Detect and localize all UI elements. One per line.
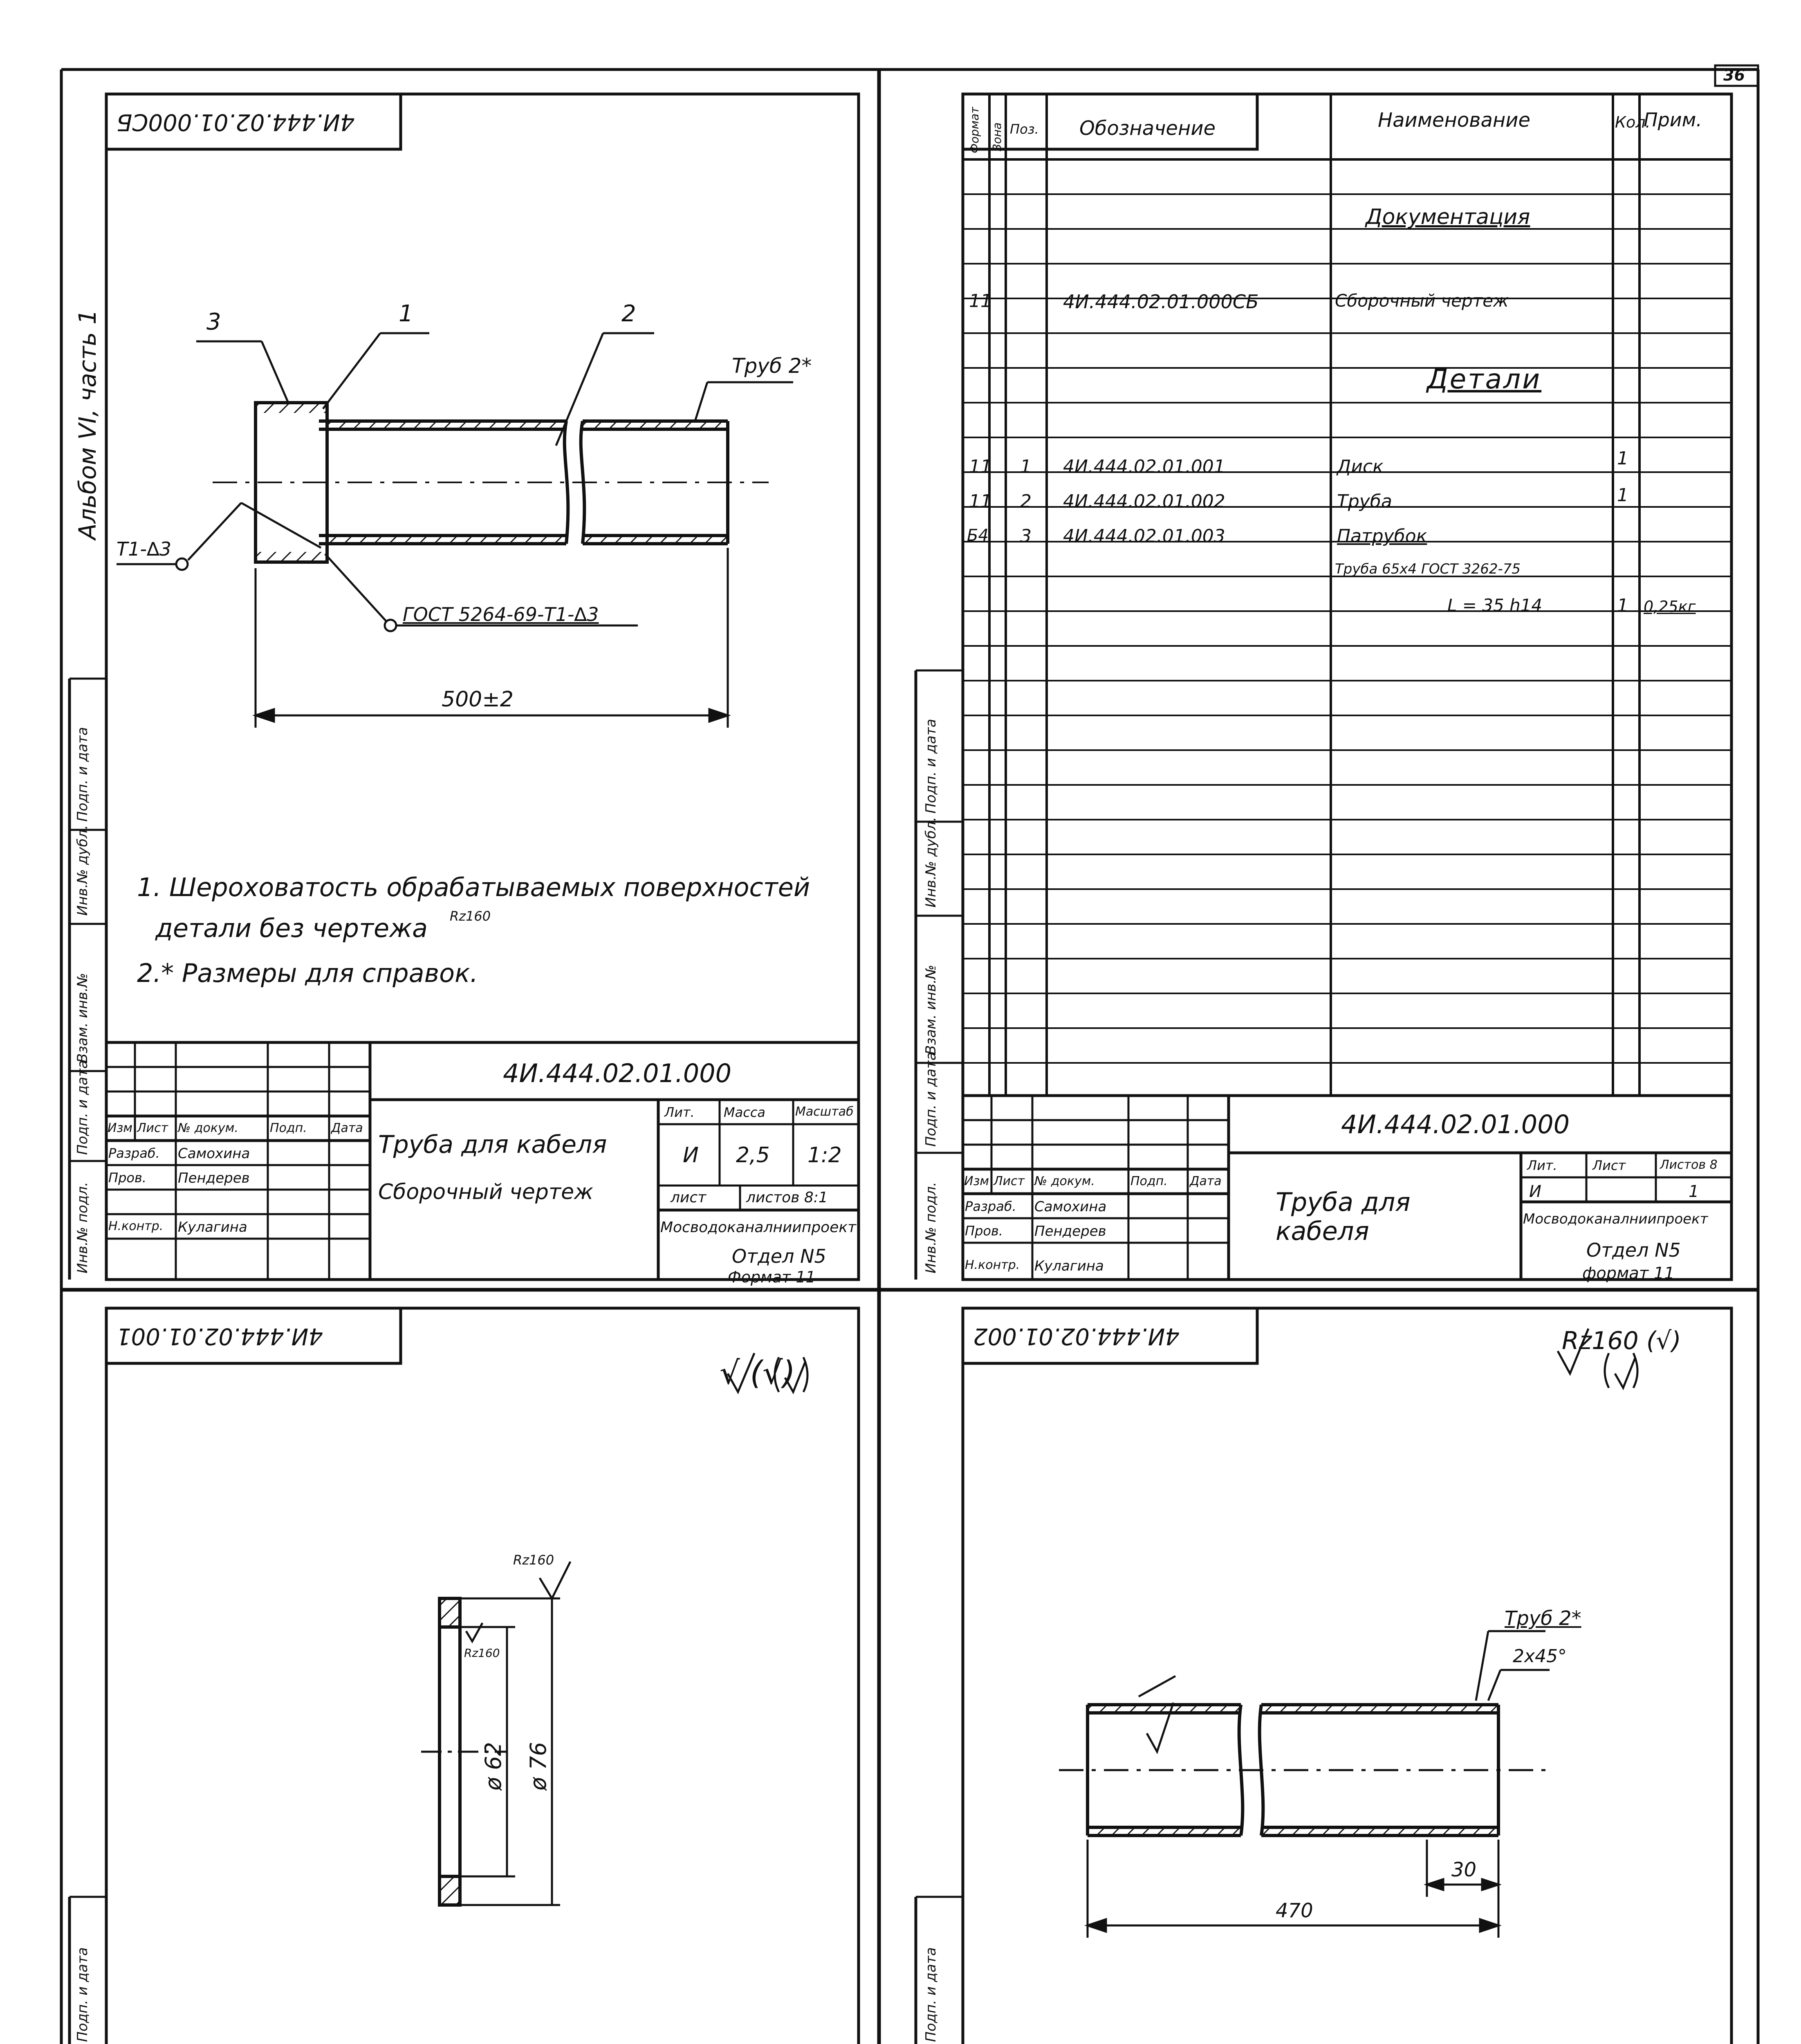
balloon-3: 3 xyxy=(206,309,221,335)
assembly-sheets: листов 8:1 xyxy=(746,1189,828,1206)
pipe-dim-30: 30 xyxy=(1451,1858,1477,1881)
spec-hdr-sheets: Листов 8 xyxy=(1660,1158,1718,1172)
spec-row-2-qty: 1 xyxy=(1617,485,1628,506)
disk-code-upside: 4И.444.02.01.001 xyxy=(117,1323,323,1349)
spec-hdr-izm: Изм xyxy=(964,1174,989,1188)
page-number: 36 xyxy=(1723,66,1745,84)
assembly-hdr-scale: Масштаб xyxy=(795,1105,854,1119)
spec-row-5-name: L = 35 h14 xyxy=(1447,595,1543,615)
assembly-title-1: Труба для кабеля xyxy=(378,1130,607,1159)
assembly-hdr-doc: № докум. xyxy=(178,1121,238,1135)
pipe-dim-470: 470 xyxy=(1276,1899,1313,1922)
assembly-hdr-date: Дата xyxy=(331,1121,363,1135)
spec-hdr-sign: Подп. xyxy=(1130,1174,1168,1188)
spec-row-1-pos: 1 xyxy=(1020,456,1032,477)
stamp-podp-data-3b: Подп. и дата xyxy=(74,1947,91,2042)
assembly-role-prov: Пров. xyxy=(108,1170,146,1186)
spec-row-0-fmt: 11 xyxy=(969,291,992,312)
spec-format: формат 11 xyxy=(1582,1264,1675,1283)
spec-hdr-sheet: Лист xyxy=(1592,1158,1626,1173)
spec-row-2-name: Труба xyxy=(1337,491,1392,512)
pipe-code-upside: 4И.444.02.01.002 xyxy=(973,1323,1180,1349)
disk-roughness-main: √ (√) xyxy=(720,1355,796,1392)
disk-roughness-1: Rz160 xyxy=(513,1552,554,1568)
spec-row-4-name: Труба 65х4 ГОСТ 3262-75 xyxy=(1335,561,1521,577)
weld-label-left: Т1-∆3 xyxy=(117,538,172,560)
stamp-inv-podl-2: Инв.№ подл. xyxy=(923,1182,939,1273)
spec-hdr-doc: № докум. xyxy=(1034,1174,1095,1188)
balloon-2: 2 xyxy=(621,300,636,327)
spec-hdr-lit: Лит. xyxy=(1527,1158,1557,1173)
spec-row-1-code[interactable]: 4И.444.02.01.001 xyxy=(1063,456,1225,477)
spec-hdr-pos: Поз. xyxy=(1010,121,1039,137)
stamp-inv-dubl-2: Инв.№ дубл. xyxy=(923,817,939,908)
spec-org-1: Мосводоканалниипроект xyxy=(1523,1211,1708,1227)
spec-row-2-code[interactable]: 4И.444.02.01.002 xyxy=(1063,491,1225,512)
spec-role-nkontr: Н.контр. xyxy=(965,1258,1020,1272)
pipe-chamfer: 2x45° xyxy=(1513,1646,1567,1667)
spec-row-3-code[interactable]: 4И.444.02.01.003 xyxy=(1063,526,1225,547)
assembly-lit: И xyxy=(683,1143,699,1168)
spec-sheet-no: 1 xyxy=(1689,1182,1699,1201)
spec-org-2: Отдел N5 xyxy=(1586,1239,1681,1261)
stamp-podp-data-2: Подп. и дата xyxy=(923,1052,939,1147)
stamp-podp-data-4b: Подп. и дата xyxy=(923,1947,939,2042)
assembly-hdr-mass: Масса xyxy=(724,1105,766,1120)
spec-lit: И xyxy=(1529,1182,1541,1201)
assembly-code-upside: 4И.444.02.01.000СБ xyxy=(117,109,355,135)
assembly-role-razrab: Разраб. xyxy=(108,1145,160,1161)
stamp-inv-dubl-1: Инв.№ дубл. xyxy=(74,825,91,916)
spec-row-2-pos: 2 xyxy=(1020,491,1032,512)
spec-section-docs: Документация xyxy=(1366,205,1530,229)
pipe-note: Труб 2* xyxy=(1505,1607,1581,1630)
spec-title: Труба для кабеля xyxy=(1276,1187,1411,1246)
spec-role-razrab: Разраб. xyxy=(965,1199,1016,1214)
spec-hdr-format: Формат xyxy=(968,107,981,153)
balloon-1: 1 xyxy=(399,300,413,327)
stamp-vzam-inv-2: Взам. инв.№ xyxy=(923,964,939,1055)
assembly-note-1a: 1. Шероховатость обрабатываемых поверхностей xyxy=(137,872,810,902)
spec-row-3-pos: 3 xyxy=(1020,526,1032,547)
disk-roughness-2: Rz160 xyxy=(464,1646,500,1660)
weld-gost-label: ГОСТ 5264-69-Т1-∆3 xyxy=(403,603,599,625)
assembly-org-1: Мосводоканалниипроект xyxy=(660,1219,857,1236)
disk-dim-outer: ø 76 xyxy=(525,1742,551,1791)
assembly-scale: 1:2 xyxy=(807,1143,842,1168)
assembly-name-razrab: Самохина xyxy=(178,1145,250,1162)
assembly-designation: 4И.444.02.01.000 xyxy=(503,1058,732,1088)
spec-row-2-fmt: 11 xyxy=(969,491,992,512)
spec-row-3-fmt: Б4 xyxy=(967,526,989,545)
assembly-title-2: Сборочный чертеж xyxy=(378,1180,593,1204)
disk-dim-inner: ø 62 xyxy=(480,1742,506,1791)
assembly-name-nkontr: Кулагина xyxy=(178,1219,247,1235)
assembly-mass: 2,5 xyxy=(736,1143,770,1168)
assembly-note-1b: детали без чертежа xyxy=(155,913,428,943)
stamp-podp-data-1: Подп. и дата xyxy=(74,1060,91,1155)
assembly-sheet-label: лист xyxy=(671,1189,706,1206)
assembly-name-prov: Пендерев xyxy=(178,1170,250,1186)
spec-row-3-name: Патрубок xyxy=(1337,526,1427,547)
assembly-length-dim: 500±2 xyxy=(442,687,514,712)
spec-hdr-zone: Зона xyxy=(990,122,1004,151)
spec-hdr-note: Прим. xyxy=(1644,109,1702,131)
spec-row-1-qty: 1 xyxy=(1617,448,1628,469)
stamp-vzam-inv-1: Взам. инв.№ xyxy=(74,973,91,1063)
stamp-podp-data-2b: Подп. и дата xyxy=(923,719,939,814)
pipe-roughness-main: Rz160 (√) xyxy=(1562,1327,1681,1355)
spec-row-0-code[interactable]: 4И.444.02.01.000СБ xyxy=(1063,291,1259,313)
spec-row-1-fmt: 11 xyxy=(969,456,992,477)
spec-hdr-name: Наименование xyxy=(1378,109,1531,132)
assembly-note-1-symbol: Rz160 xyxy=(450,908,491,924)
spec-role-prov: Пров. xyxy=(965,1223,1003,1239)
assembly-hdr-list: Лист xyxy=(137,1121,168,1135)
assembly-org-2: Отдел N5 xyxy=(732,1245,826,1267)
assembly-role-nkontr: Н.контр. xyxy=(108,1219,164,1233)
spec-name-nkontr: Кулагина xyxy=(1034,1258,1104,1274)
spec-designation: 4И.444.02.01.000 xyxy=(1341,1109,1570,1139)
spec-hdr-list: Лист xyxy=(994,1174,1025,1188)
assembly-note-2: 2.* Размеры для справок. xyxy=(137,958,478,988)
assembly-pipe-note: Труб 2* xyxy=(732,354,812,378)
stamp-inv-podl-1: Инв.№ подл. xyxy=(74,1182,91,1273)
spec-hdr-qty: Кол. xyxy=(1615,113,1651,131)
assembly-hdr-izm: Изм xyxy=(108,1121,133,1135)
spec-row-1-name: Диск xyxy=(1337,456,1384,477)
spec-name-razrab: Самохина xyxy=(1034,1199,1107,1215)
spec-hdr-date: Дата xyxy=(1190,1174,1222,1188)
assembly-format: Формат 11 xyxy=(728,1268,816,1286)
album-label: Альбом VI, часть 1 xyxy=(74,309,101,540)
spec-row-0-name: Сборочный чертеж xyxy=(1335,291,1509,311)
spec-row-5-qty: 1 xyxy=(1617,595,1628,616)
assembly-hdr-sign: Подп. xyxy=(270,1121,307,1135)
stamp-podp-data-1b: Подп. и дата xyxy=(74,727,91,822)
spec-section-parts: Детали xyxy=(1427,363,1542,395)
spec-name-prov: Пендерев xyxy=(1034,1223,1106,1239)
spec-row-5-note: 0,25кг xyxy=(1644,598,1696,616)
spec-hdr-code: Обозначение xyxy=(1079,117,1216,140)
assembly-hdr-lit: Лит. xyxy=(664,1105,695,1120)
